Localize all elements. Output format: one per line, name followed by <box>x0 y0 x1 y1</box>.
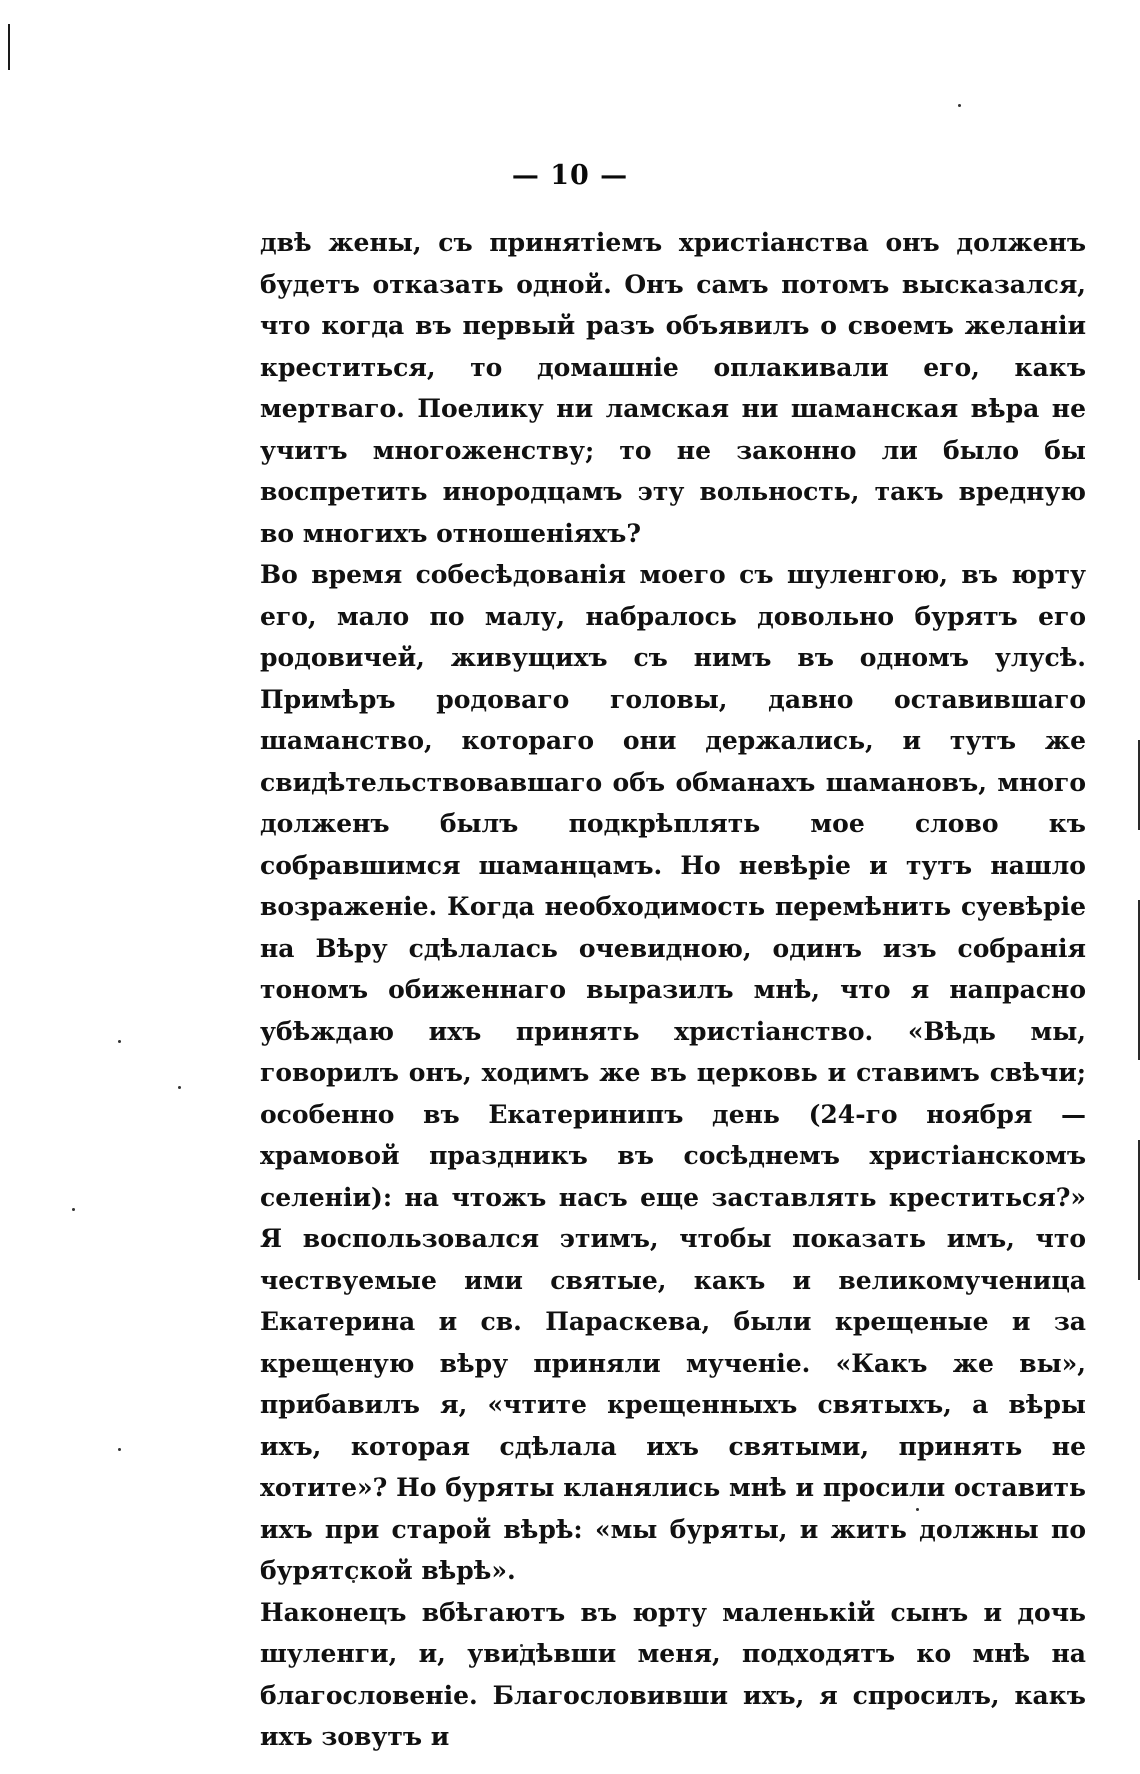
paragraph: Во время собесѣдованія моего съ шуленгою, въ юрту его, мало по малу, набралось довольно бурятъ его родовичей, живущихъ съ нимъ въ одномъ улусѣ. Примѣръ родоваго головы, давно оставившаго шаманство, котораго они держались, и тутъ же свидѣтельствовавшаго объ обманахъ шамановъ, много долженъ былъ подкрѣплять мое слово къ собравшимся шаманцамъ. Но невѣріе и тутъ нашло возраженіе. Когда необходимость перемѣнить суевѣріе на Вѣру сдѣлалась очевидною, одинъ изъ собранія тономъ обиженнаго выразилъ мнѣ, что я напрасно убѣждаю ихъ принять христіанство. «Вѣдь мы, говорилъ онъ, ходимъ же въ церковь и ставимъ свѣчи; особенно въ Екатеринипъ день (24-го ноября — храмовой праздникъ въ сосѣднемъ христіанскомъ селеніи): на чтожъ насъ еще заставлять креститься?» Я воспользовался этимъ, чтобы показать имъ, что чествуемые ими святые, какъ и великомученица Екатерина и св. Параскева, были крещеные и за крещеную вѣру приняли мученіе. «Какъ же вы», прибавилъ я, «чтите крещенныхъ святыхъ, а вѣры ихъ, которая сдѣлала ихъ святыми, принять не хотите»? Но буряты кланялись мнѣ и просили оставить ихъ при старой вѣрѣ: «мы буряты, и жить должны по бурятской вѣрѣ». <box>260 560 1086 1585</box>
left-margin-mark <box>8 24 10 70</box>
scan-speck <box>178 1086 181 1089</box>
scan-speck <box>118 1448 121 1451</box>
body-text <box>260 222 1086 1758</box>
scan-speck <box>72 1208 75 1211</box>
paragraph: двѣ жены, съ принятіемъ христіанства онъ долженъ будетъ отказать одной. Онъ самъ потомъ высказался, что когда въ первый разъ объявилъ о своемъ желаніи креститься, то домашніе оплакивали его, какъ мертваго. Поелику ни ламская ни шаманская вѣра не учитъ многоженству; то не законно ли было бы воспретить инородцамъ эту вольность, такъ вредную во многихъ отношеніяхъ? <box>260 228 1086 548</box>
scan-speck <box>118 1040 121 1043</box>
scan-speck <box>958 104 961 107</box>
paragraph: Наконецъ вбѣгаютъ въ юрту маленькій сынъ и дочь шуленги, и, увидѣвши меня, подходятъ ко мнѣ на благословеніе. Благословивши ихъ, я спросилъ, какъ ихъ зовутъ и <box>260 1597 1086 1751</box>
page-number: — 10 — <box>511 160 629 191</box>
